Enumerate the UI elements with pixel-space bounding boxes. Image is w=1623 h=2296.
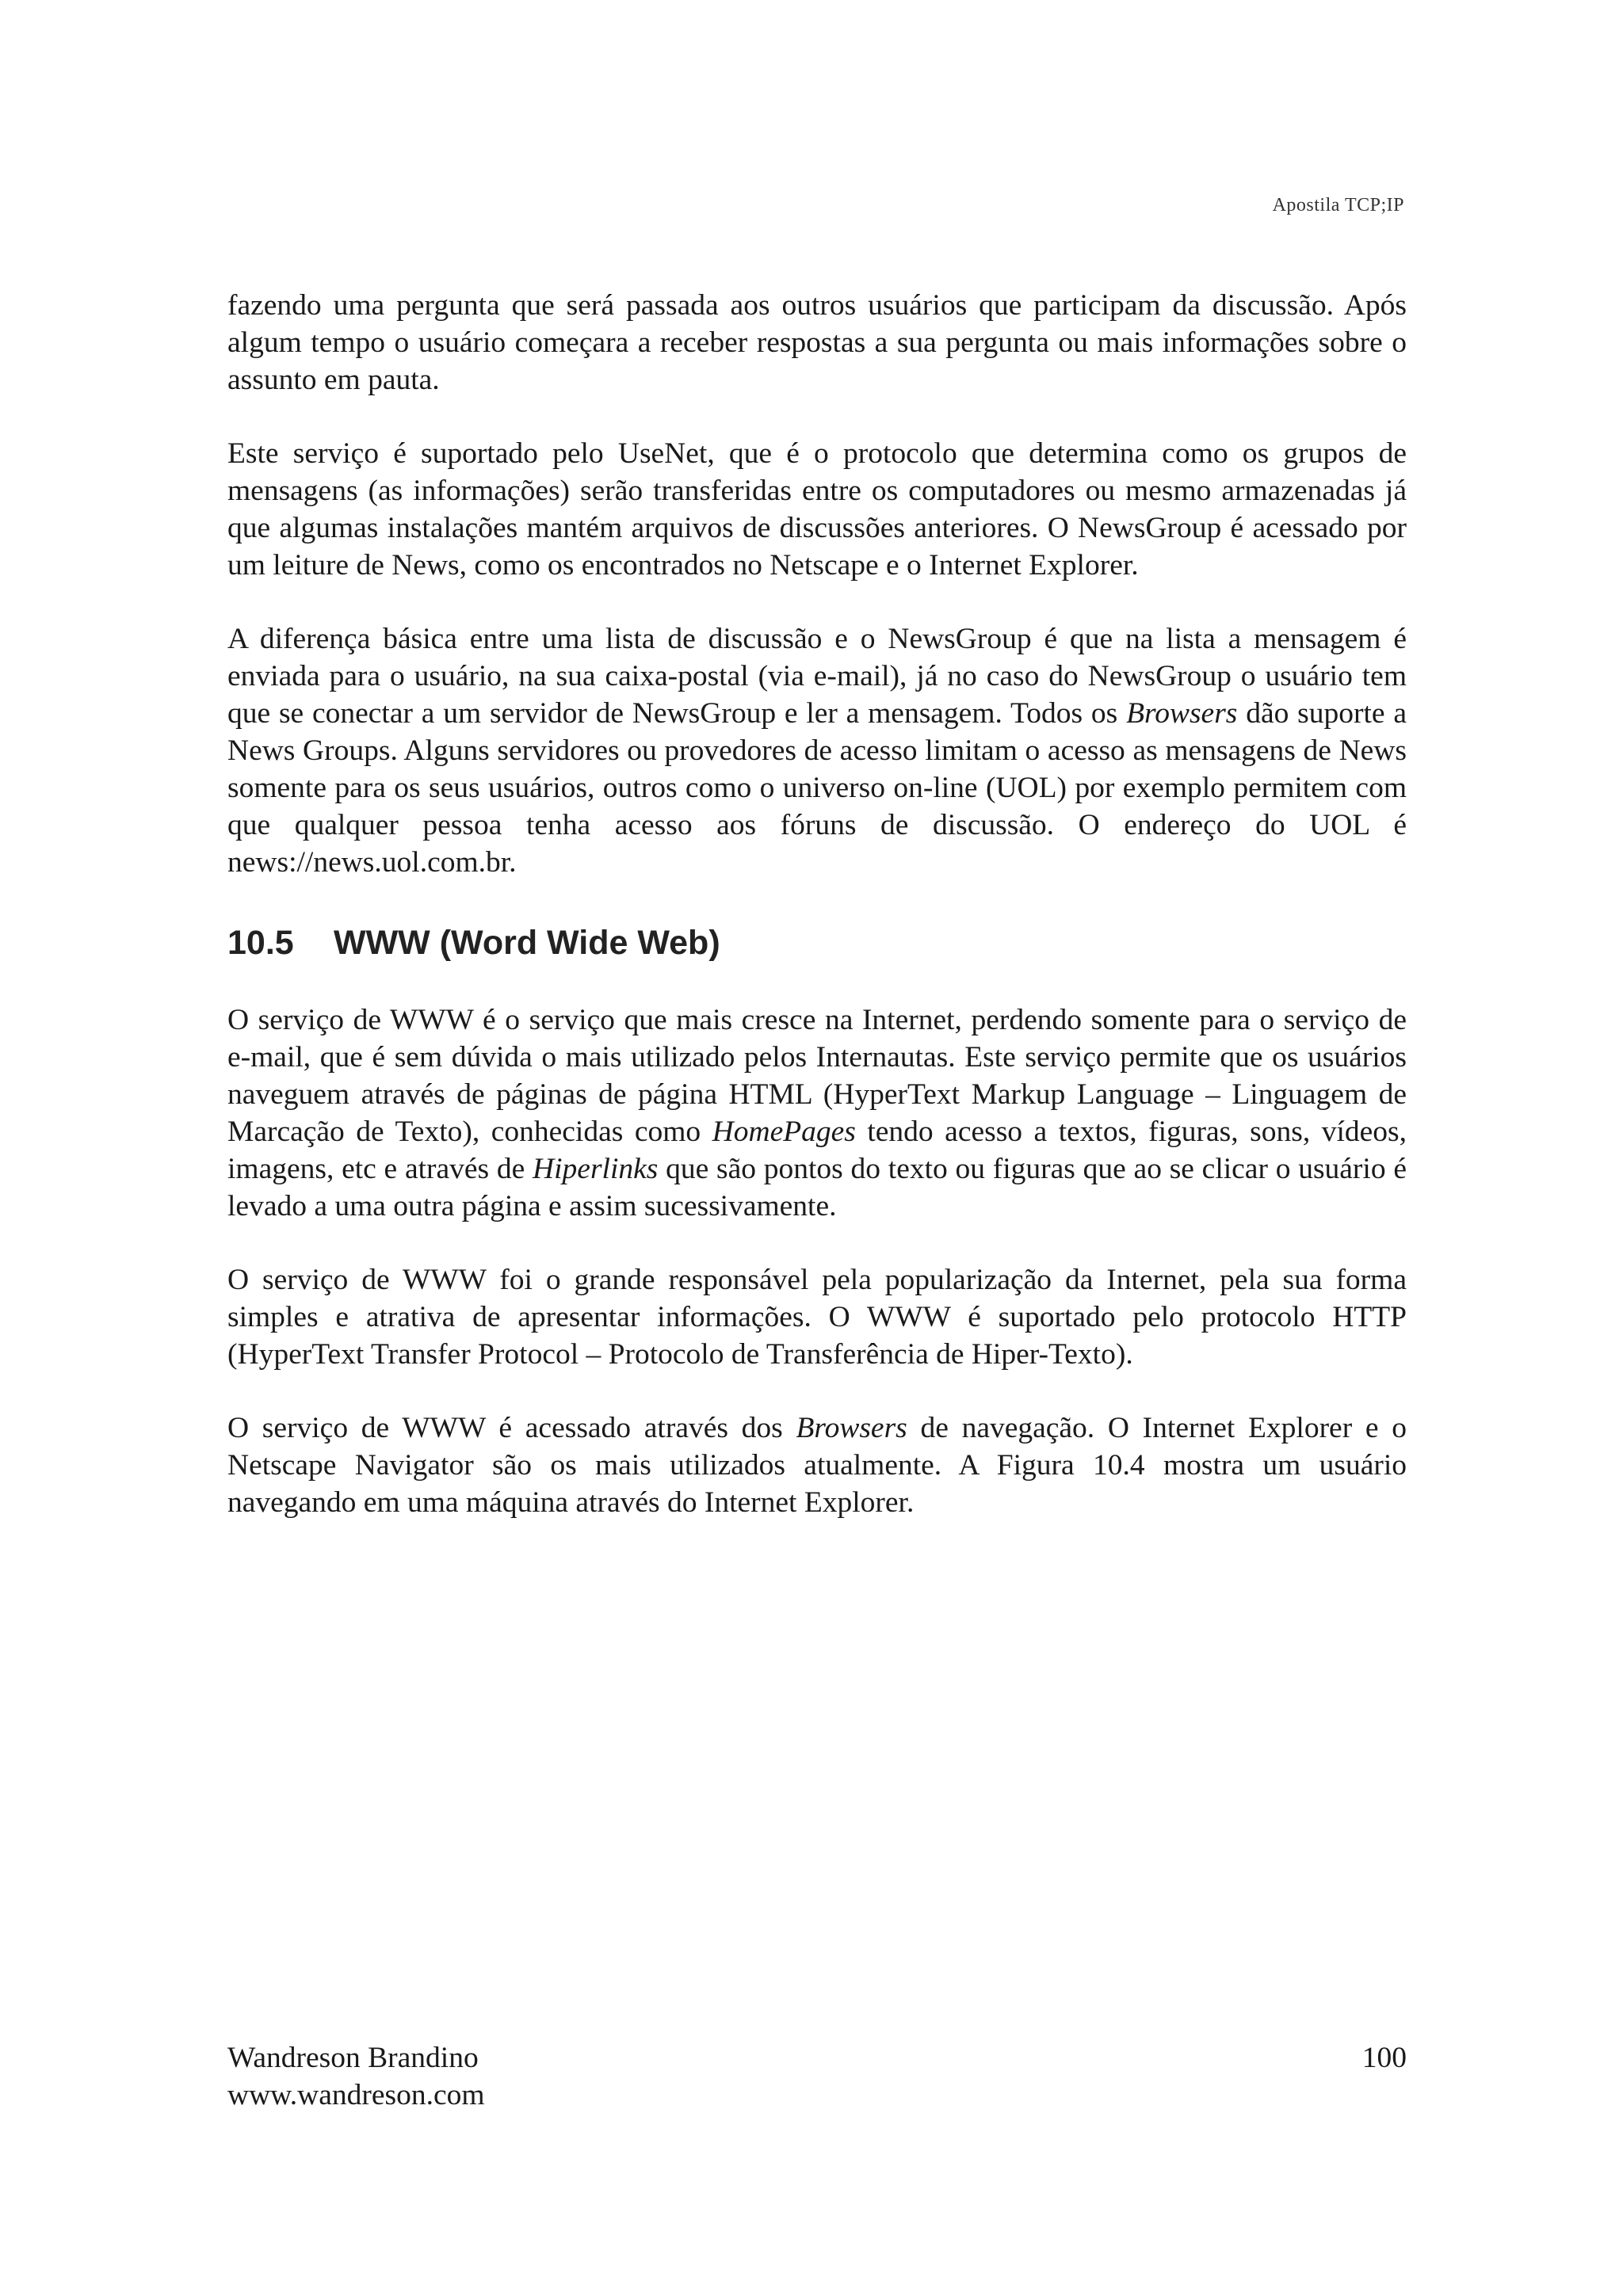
page-content [227,287,1407,1558]
italic-term: Browsers [796,1412,907,1444]
paragraph-text: Este serviço é suportado pelo UseNet, que é o protocolo que determina como os grupos de mensagens (as informações) serão transferidas entre os computadores ou mesmo armazenadas já que algumas instalações mantém arquivos de discussões anteriores. O NewsGroup é acessado por um leiture de News, como os encontrados no Netscape e o Internet Explorer. [227,437,1407,582]
paragraph-text: fazendo uma pergunta que será passada aos outros usuários que participam da discussão. Após algum tempo o usuário começara a receber respostas a sua pergunta ou mais informações sobre o assunto em pauta. [227,289,1407,396]
paragraph-text: O serviço de WWW é o serviço que mais cresce na Internet, perdendo somente para o serviço de e-mail, que é sem dúvida o mais utilizado pelos Internautas. Este serviço permite que os usuários naveguem através de páginas de página HTML (HyperText Markup Language – Linguagem de Marcação de Texto), conhecidas como [227,1004,1407,1148]
body-paragraph [227,1409,1407,1521]
italic-term: Browsers [1126,697,1238,730]
section-heading [227,917,1407,965]
body-paragraph [227,435,1407,584]
footer-author: Wandreson Brandino [227,2042,479,2074]
paragraph-text: tendo acesso a textos, figuras, sons, vídeos, imagens, etc e através de [227,1116,1407,1185]
paragraphs-before-section [227,287,1407,881]
paragraph-text: de navegação. O Internet Explorer e o Netscape Navigator são os mais utilizados atualmente. A Figura 10.4 mostra um usuário navegando em uma máquina através do Internet Explorer. [227,1412,1407,1519]
footer-website: www.wandreson.com [227,2079,485,2111]
page-number: 100 [1361,2042,1407,2074]
body-paragraph [227,620,1407,881]
paragraph-text: O serviço de WWW foi o grande responsável pela popularização da Internet, pela sua forma simples e atrativa de apresentar informações. O WWW é suportado pelo protocolo HTTP (HyperText Transfer Protocol – Protocolo de Transferência de Hiper-Texto). [227,1264,1407,1371]
paragraphs-after-section [227,1001,1407,1521]
italic-term: Hiperlinks [533,1153,659,1185]
paragraph-text: que são pontos do texto ou figuras que ao se clicar o usuário é levado a uma outra página e assim sucessivamente. [227,1153,1407,1222]
body-paragraph [227,1001,1407,1225]
section-number: 10.5 [227,924,294,962]
italic-term: HomePages [712,1116,856,1148]
footer-author-block [227,2039,485,2114]
body-paragraph [227,1261,1407,1373]
paragraph-text: A diferença básica entre uma lista de discussão e o NewsGroup é que na lista a mensagem é enviada para o usuário, na sua caixa-postal (via e-mail), já no caso do NewsGroup o usuário tem que se conectar a um servidor de NewsGroup e ler a mensagem. Todos os [227,623,1407,730]
body-paragraph [227,287,1407,399]
section-title: WWW (Word Wide Web) [334,924,720,962]
paragraph-text: dão suporte a News Groups. Alguns servidores ou provedores de acesso limitam o acesso as mensagens de News somente para os seus usuários, outros como o universo on-line (UOL) por exemplo permitem com que qualquer pessoa tenha acesso aos fóruns de discussão. O endereço do UOL é news://news.uol.com.br. [227,697,1407,879]
paragraph-text: O serviço de WWW é acessado através dos [227,1412,796,1444]
running-header: Apostila TCP;IP [1272,195,1404,215]
